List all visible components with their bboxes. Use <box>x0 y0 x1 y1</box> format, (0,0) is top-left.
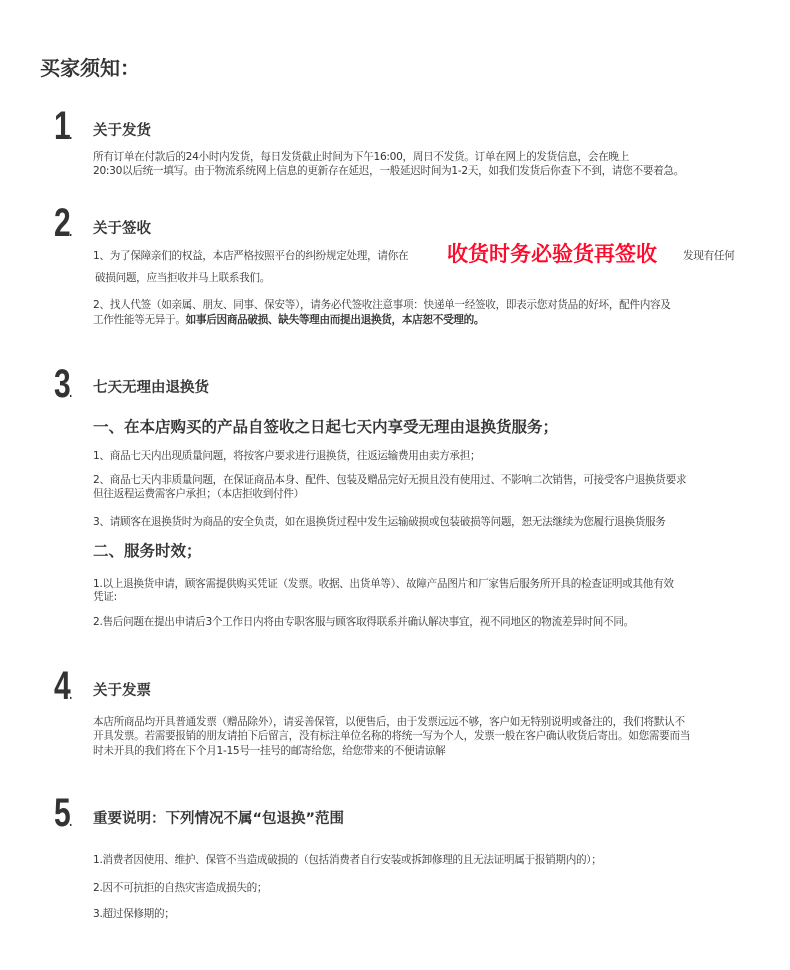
text-line: 3.超过保修期的； <box>93 908 175 920</box>
text-normal: 工作性能等无异于。 <box>93 314 186 326</box>
text-line: 1、商品七天内出现质量问题，将按客户要求进行退换货，往返运输费用由卖方承担； <box>93 450 481 462</box>
section-heading-3: 七天无理由退换货 <box>93 380 209 396</box>
section-number-3: 3. <box>54 362 71 406</box>
text-line: 2.因不可抗拒的自热灾害造成损失的； <box>93 882 268 894</box>
text-line: 1.以上退换货申请，顾客需提供购买凭证（发票。收据、出货单等）、故障产品图片和厂家售后服务所开具的检查证明或其他有效 <box>93 578 674 590</box>
text-line: 2、商品七天内非质量问题，在保证商品本身、配件、包装及赠品完好无损且没有使用过、不影响二次销售，可接受客户退换货要求 <box>93 474 687 486</box>
section-number-4: 4. <box>54 664 71 708</box>
number: 2 <box>54 201 70 245</box>
text-line: 3、请顾客在退换货时为商品的安全负责，如在退换货过程中发生运输破损或包装破损等问题，恕无法继续为您履行退换货服务 <box>93 516 666 528</box>
section-heading-5: 重要说明：下列情况不属“包退换”范围 <box>93 811 345 827</box>
text-line: 1.消费者因使用、维护、保管不当造成破损的（包括消费者自行安装或拆卸修理的且无法证明属于报销期内的）； <box>93 854 602 866</box>
page-title: 买家须知： <box>40 56 140 80</box>
text-line <box>93 313 484 327</box>
section-number-5: 5. <box>54 791 71 835</box>
text-line: 凭证: <box>93 591 117 603</box>
subheading: 一、在本店购买的产品自签收之日起七天内享受无理由退换货服务； <box>93 418 559 436</box>
text-line: 20:30以后统一填写。由于物流系统网上信息的更新存在延迟，一般延迟时间为1-2天，如我们发货后你查下不到，请您不要着急。 <box>93 165 684 177</box>
section-heading-2: 关于签收 <box>93 221 151 237</box>
number: 5 <box>54 791 70 835</box>
text-bold: 如事后因商品破损、缺失等理由而提出退换货，本店恕不受理的。 <box>185 314 485 326</box>
text-line: 但往返程运费需客户承担；（本店拒收到付件） <box>93 488 304 500</box>
text-line: 2、找人代签（如亲属、朋友、同事、保安等），请务必代签收注意事项：快递单一经签收，即表示您对货品的好坏，配件内容及 <box>93 299 671 311</box>
number: 1 <box>54 104 70 148</box>
text-line: 本店所商品均开具普通发票（赠品除外），请妥善保管，以便售后，由于发票远远不够，客户如无特别说明或备注的，我们将默认不 <box>93 716 685 728</box>
text-line: 所有订单在付款后的24小时内发货，每日发货截止时间为下午16:00，周日不发货。订单在网上的发货信息，会在晚上 <box>93 151 630 163</box>
text-line: 2.售后问题在提出申请后3个工作日内将由专职客服与顾客取得联系并确认解决事宜，视不同地区的物流差异时间不同。 <box>93 616 634 628</box>
text-line: 发现有任何 <box>683 250 735 262</box>
text-line: 1、为了保障亲们的权益，本店严格按照平台的纠纷规定处理，请你在 <box>93 250 409 262</box>
section-number-2: 2. <box>54 201 71 245</box>
section-number-1: 1. <box>54 104 71 148</box>
text-line: 开具发票。若需要报销的朋友请拍下后留言，没有标注单位名称的将统一写为个人，发票一般在客户确认收货后寄出。如您需要而当 <box>93 730 691 742</box>
subheading: 二、服务时效； <box>93 542 202 560</box>
number: 4 <box>54 664 70 708</box>
number: 3 <box>54 362 70 406</box>
section-heading-4: 关于发票 <box>93 683 151 699</box>
section-heading-1: 关于发货 <box>93 123 151 139</box>
text-line: 时未开具的我们将在下个月1-15号一挂号的邮寄给您，给您带来的不便请谅解 <box>93 745 446 757</box>
highlight-text: 收货时务必验货再签收 <box>447 242 657 266</box>
text-line: 破损问题，应当拒收并马上联系我们。 <box>95 272 270 284</box>
